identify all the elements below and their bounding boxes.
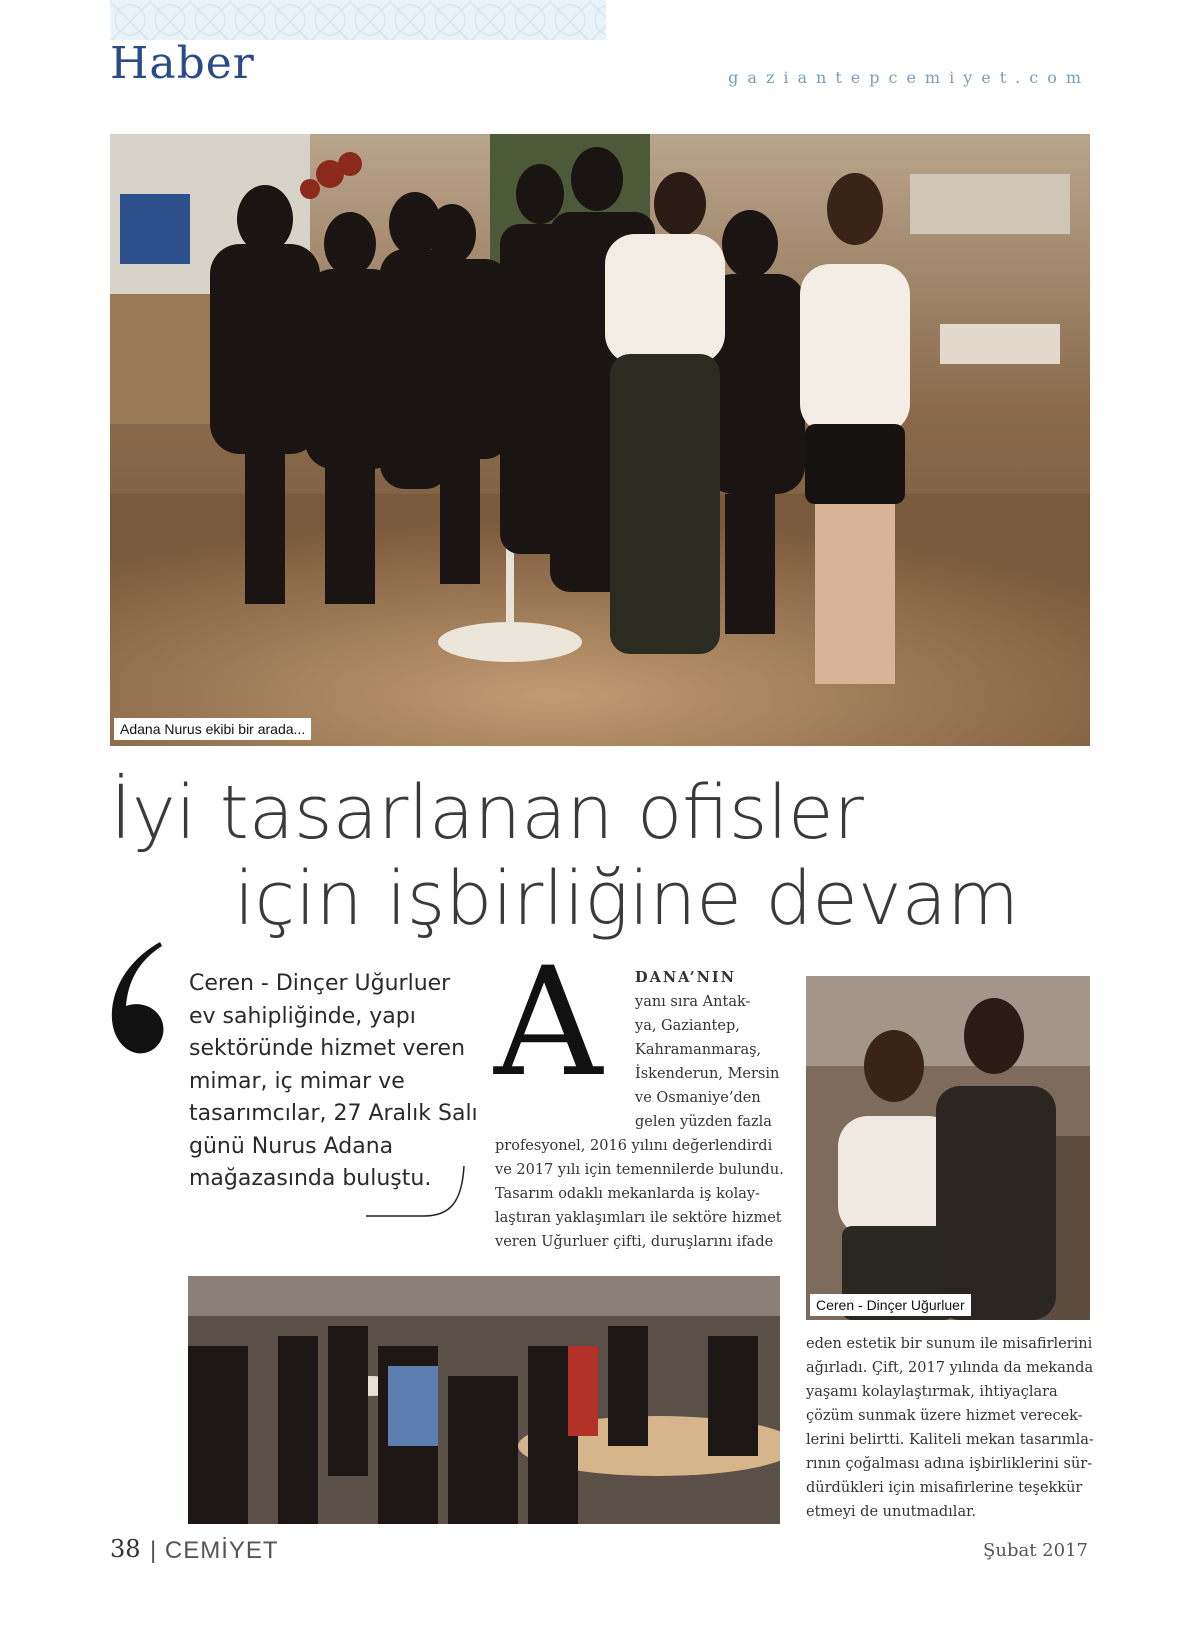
quote-mark-icon [108, 940, 168, 1060]
couple-photo [806, 976, 1090, 1320]
main-photo-caption: Adana Nurus ekibi bir arada... [114, 718, 311, 740]
article-column-1 [495, 966, 785, 1254]
col1-line: profesyonel, 2016 yılını değerlendirdi [495, 1138, 773, 1154]
col1-line: DANA’NIN [635, 969, 736, 986]
headline [110, 770, 1090, 942]
pull-quote-swash [364, 1162, 468, 1222]
col1-line: yanı sıra Antak- [635, 994, 751, 1010]
col2-line: ağırladı. Çift, 2017 yılında da mekanda [806, 1360, 1094, 1376]
couple-photo-caption: Ceren - Dinçer Uğurluer [810, 1294, 971, 1316]
col1-line: İskenderun, Mersin [635, 1066, 780, 1082]
section-title: Haber [110, 38, 255, 89]
col2-line: eden estetik bir sunum ile misafirlerini [806, 1336, 1093, 1352]
main-group-photo [110, 134, 1090, 746]
magazine-brand: | CEMİYET [150, 1537, 279, 1564]
header-pattern [110, 0, 606, 40]
col1-line: gelen yüzden fazla [635, 1114, 772, 1130]
headline-line-2: için işbirliğine devam [234, 856, 1020, 942]
col2-line: etmeyi de unutmadılar. [806, 1504, 977, 1520]
col1-line: ve Osmaniye’den [635, 1090, 761, 1106]
headline-line-1: İyi tasarlanan ofisler [110, 770, 864, 856]
pull-quote: Ceren - Dinçer Uğurluer ev sahipliğinde, yapı sektöründe hizmet veren mimar, iç mimar ve tasarımcılar, 27 Aralık Salı günü Nurus Adana mağazasında buluştu. [189, 971, 478, 1191]
couple-photo-image [806, 976, 1090, 1320]
page-number: 38 [110, 1535, 141, 1563]
col1-line: Tasarım odaklı mekanlarda iş kolay- [495, 1186, 760, 1202]
main-group-photo-image [110, 134, 1090, 746]
issue-date: Şubat 2017 [983, 1540, 1088, 1561]
col2-line: rının çoğalması adına işbirliklerini sür- [806, 1456, 1093, 1472]
col2-line: yaşamı kolaylaştırmak, ihtiyaçlara [806, 1384, 1058, 1400]
crowd-photo-image [188, 1276, 780, 1524]
col1-line: ya, Gaziantep, [635, 1018, 740, 1034]
crowd-photo [188, 1276, 780, 1524]
article-column-2 [806, 1332, 1096, 1524]
col2-line: çözüm sunmak üzere hizmet verecek- [806, 1408, 1083, 1424]
col2-line: dürdükleri için misafirlerine teşekkür [806, 1480, 1083, 1496]
col2-line: lerini belirtti. Kaliteli mekan tasarımla- [806, 1432, 1094, 1448]
col1-line: laştıran yaklaşımları ile sektöre hizmet [495, 1210, 782, 1226]
col1-line: ve 2017 yılı için temennilerde bulundu. [495, 1162, 784, 1178]
drop-cap: A [494, 936, 603, 1110]
col1-line: veren Uğurluer çifti, duruşlarını ifade [495, 1234, 774, 1250]
website-url: gaziantepcemiyet.com [728, 68, 1090, 87]
col1-line: Kahramanmaraş, [635, 1042, 762, 1058]
